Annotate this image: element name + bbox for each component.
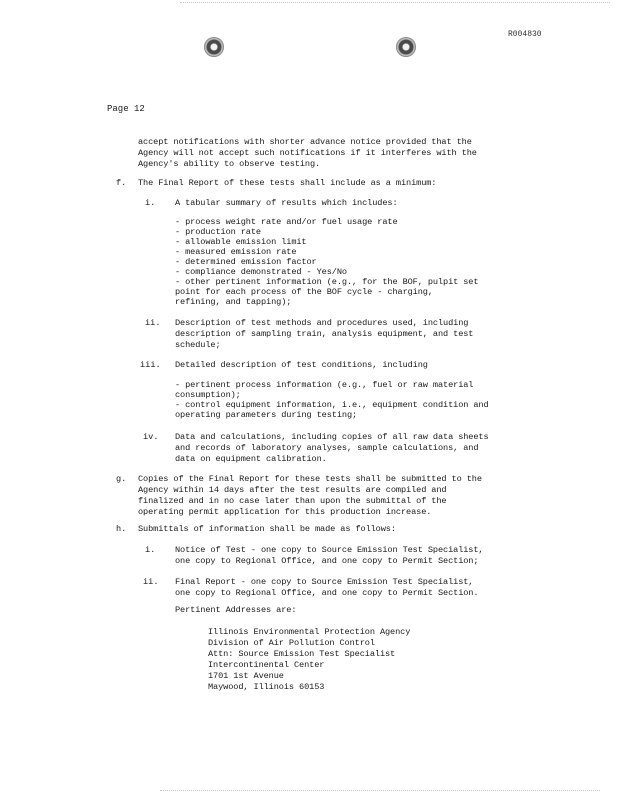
- paragraph-line: one copy to Regional Office, and one copy to Permit Section.: [175, 588, 479, 598]
- bullet-line: operating parameters during testing;: [175, 410, 358, 420]
- addresses-label: Pertinent Addresses are:: [175, 605, 297, 615]
- page-number: Page 12: [107, 104, 145, 114]
- item-marker: g.: [116, 474, 127, 484]
- address-line: Division of Air Pollution Control: [208, 638, 375, 648]
- item-heading: Submittals of information shall be made as follows:: [138, 524, 396, 534]
- item-marker: f.: [116, 178, 127, 188]
- paragraph-line: and records of laboratory analyses, sample calculations, and: [175, 443, 479, 453]
- paragraph-line: data on equipment calibration.: [175, 454, 327, 464]
- address-line: Attn: Source Emission Test Specialist: [208, 649, 396, 659]
- address-line: Maywood, Illinois 60153: [208, 682, 325, 692]
- bullet-line: - process weight rate and/or fuel usage rate: [175, 217, 398, 227]
- bullet-line: - control equipment information, i.e., equipment condition and: [175, 400, 489, 410]
- bullet-line: refining, and tapping);: [175, 297, 292, 307]
- item-marker: h.: [116, 524, 127, 534]
- paragraph-line: Copies of the Final Report for these tests shall be submitted to the: [138, 474, 482, 484]
- scan-artifact-top: [180, 2, 610, 9]
- paragraph-line: one copy to Regional Office, and one copy to Permit Section;: [175, 556, 479, 566]
- bullet-line: - other pertinent information (e.g., for the BOF, pulpit set: [175, 277, 479, 287]
- bullet-line: - allowable emission limit: [175, 237, 307, 247]
- paragraph-line: accept notifications with shorter advance notice provided that the: [138, 137, 472, 147]
- paragraph-line: Agency within 14 days after the test results are compiled and: [138, 485, 447, 495]
- subitem-marker: i.: [145, 545, 156, 555]
- punch-hole-icon: [396, 37, 416, 57]
- paragraph-line: Agency's ability to observe testing.: [138, 159, 321, 169]
- bullet-line: - determined emission factor: [175, 257, 317, 267]
- bullet-line: - pertinent process information (e.g., fuel or raw material: [175, 380, 474, 390]
- item-heading: The Final Report of these tests shall include as a minimum:: [138, 178, 437, 188]
- paragraph-line: schedule;: [175, 340, 221, 350]
- bullet-line: point for each process of the BOF cycle - charging,: [175, 287, 433, 297]
- subitem-marker: iv.: [143, 432, 159, 442]
- bullet-line: consumption);: [175, 390, 241, 400]
- subitem-marker: ii.: [145, 318, 161, 328]
- bullet-line: - measured emission rate: [175, 247, 297, 257]
- paragraph-line: Description of test methods and procedures used, including: [175, 318, 469, 328]
- subitem-marker: i.: [145, 198, 156, 208]
- paragraph-line: description of sampling train, analysis equipment, and test: [175, 329, 474, 339]
- subitem-heading: A tabular summary of results which includes:: [175, 198, 398, 208]
- bullet-line: - production rate: [175, 227, 261, 237]
- subitem-heading: Detailed description of test conditions, including: [175, 360, 428, 370]
- paragraph-line: Agency will not accept such notifications if it interferes with the: [138, 148, 477, 158]
- subitem-marker: ii.: [143, 577, 159, 587]
- paragraph-line: Notice of Test - one copy to Source Emission Test Specialist,: [175, 545, 484, 555]
- address-line: Illinois Environmental Protection Agency: [208, 627, 411, 637]
- paragraph-line: finalized and in no case later than upon the submittal of the: [138, 496, 447, 506]
- punch-hole-icon: [204, 37, 224, 57]
- bullet-line: - compliance demonstrated - Yes/No: [175, 267, 347, 277]
- address-line: 1701 1st Avenue: [208, 671, 284, 681]
- paragraph-line: operating permit application for this production increase.: [138, 507, 432, 517]
- subitem-marker: iii.: [140, 360, 161, 370]
- paragraph-line: Data and calculations, including copies of all raw data sheets: [175, 432, 489, 442]
- scan-artifact-bottom: [160, 790, 600, 795]
- address-line: Intercontinental Center: [208, 660, 325, 670]
- document-id: R004830: [508, 30, 542, 39]
- paragraph-line: Final Report - one copy to Source Emission Test Specialist,: [175, 577, 474, 587]
